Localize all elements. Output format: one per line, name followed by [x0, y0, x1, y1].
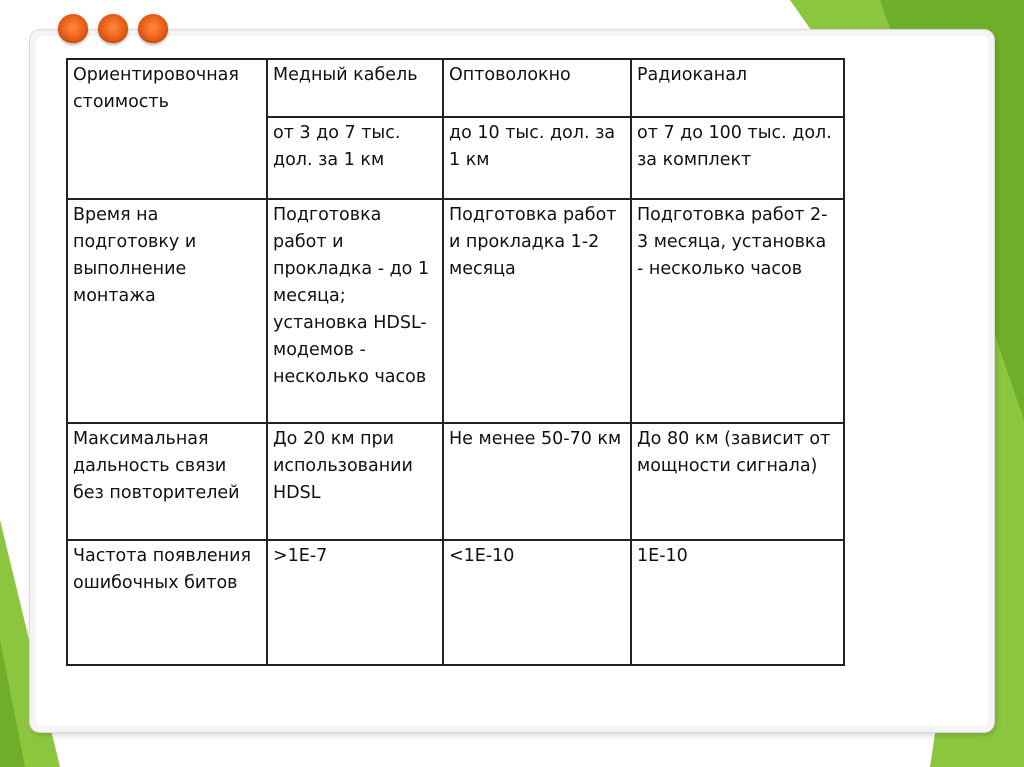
cost-radio-cell: от 7 до 100 тыс. дол. за комплект [631, 117, 844, 199]
table-cell: До 20 км при использовании HDSL [267, 423, 443, 540]
table-cell: Подготовка работ и прокладка 1-2 месяца [443, 199, 631, 423]
row-label-cell: Максимальная дальность связи без повторителей [67, 423, 267, 540]
table-cell: Подготовка работ и прокладка - до 1 месяца; установка HDSL-модемов - несколько часов [267, 199, 443, 423]
table-row [67, 540, 844, 665]
cost-fiber-cell: до 10 тыс. дол. за 1 км [443, 117, 631, 199]
table-cell: До 80 км (зависит от мощности сигнала) [631, 423, 844, 540]
comparison-table [66, 58, 845, 666]
row-label-cell: Частота появления ошибочных битов [67, 540, 267, 665]
orange-dot-icon [98, 14, 128, 44]
table-cell: <1E-10 [443, 540, 631, 665]
table-row [67, 199, 844, 423]
cost-copper-cell: от 3 до 7 тыс. дол. за 1 км [267, 117, 443, 199]
table-header-row [67, 59, 844, 117]
column-header-radio: Радиоканал [631, 59, 844, 117]
table-cell: Не менее 50-70 км [443, 423, 631, 540]
cost-label-cell: Ориентировочная стоимость [67, 59, 267, 199]
column-header-fiber: Оптоволокно [443, 59, 631, 117]
decorative-dots [58, 14, 168, 44]
orange-dot-icon [138, 14, 168, 44]
row-label-cell: Время на подготовку и выполнение монтажа [67, 199, 267, 423]
table-cell: Подготовка работ 2-3 месяца, установка - несколько часов [631, 199, 844, 423]
table-row [67, 423, 844, 540]
column-header-copper: Медный кабель [267, 59, 443, 117]
orange-dot-icon [58, 14, 88, 44]
table-cell: >1E-7 [267, 540, 443, 665]
table-cell: 1E-10 [631, 540, 844, 665]
